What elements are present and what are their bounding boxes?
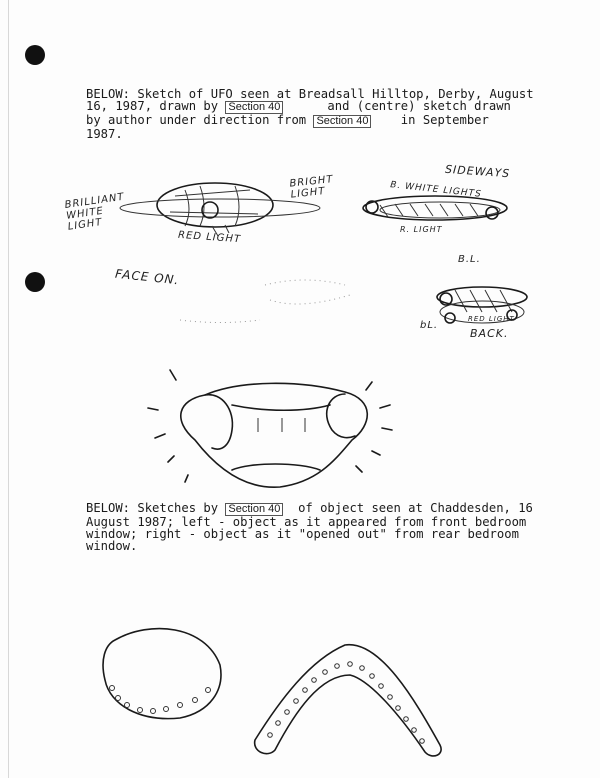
label-bright-light: BRIGHT LIGHT <box>288 174 335 201</box>
label-r-light: R. LIGHT <box>400 225 443 234</box>
label-b-white-light: B. WHITE LIGHTS <box>389 180 483 200</box>
caption-bottom-line1b: of object seen at Chaddesden, 16 <box>283 501 533 515</box>
ufo-sketch-opened-out <box>255 645 441 756</box>
caption-top-line3a: by author under direction from <box>86 113 314 127</box>
caption-top-line2a: 16, 1987, drawn by <box>86 99 226 113</box>
redaction-box: Section 40 <box>225 503 283 516</box>
label-red-light-back: RED LIGHT <box>468 315 515 323</box>
label-brilliant-white-light: BRILLIANT WHITE LIGHT <box>64 191 126 233</box>
caption-bottom-line4: window. <box>86 539 138 553</box>
redaction-box: Section 40 <box>225 101 283 114</box>
label-sideways: SIDEWAYS <box>444 162 511 181</box>
ufo-sketch-front-window <box>103 629 221 719</box>
label-bl-top: B.L. <box>458 254 481 265</box>
ufo-sketch-sideways <box>363 196 507 220</box>
label-back: BACK. <box>470 327 509 340</box>
label-face-on: FACE ON. <box>114 266 180 288</box>
redaction-box: Section 40 <box>313 115 371 128</box>
caption-bottom-line3: window; right - object as it "opened out" from rear bedroom <box>86 527 519 541</box>
caption-bottom <box>86 502 546 552</box>
faint-sketch-trace <box>180 280 350 323</box>
caption-top-line4: 1987. <box>86 127 123 141</box>
label-bl-bottom: bL. <box>420 320 439 331</box>
caption-bottom-line2: August 1987; left - object as it appeared from front bedroom <box>86 515 527 529</box>
caption-bottom-line1a: BELOW: Sketches by <box>86 501 226 515</box>
ufo-sketch-face-on <box>148 370 392 487</box>
caption-top-line1: BELOW: Sketch of UFO seen at Breadsall Hilltop, Derby, August <box>86 87 534 101</box>
caption-top-line2b: and (centre) sketch drawn <box>283 99 511 113</box>
label-red-light: RED LIGHT <box>177 229 242 246</box>
caption-top-line3b: in September <box>371 113 489 127</box>
